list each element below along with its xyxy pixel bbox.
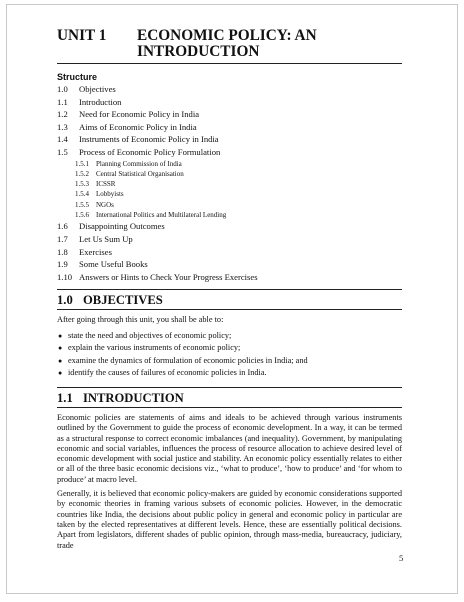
toc-subitem[interactable]: [57, 189, 402, 199]
toc-item[interactable]: [57, 271, 402, 284]
section-heading-objectives: [57, 289, 402, 310]
objective-text: explain the various instruments of economic policy;: [68, 343, 241, 353]
section-title: INTRODUCTION: [83, 390, 184, 405]
toc-number: 1.4: [57, 134, 68, 145]
introduction-paragraph-1: Economic policies are statements of aims and ideals to be achieved through various instruments outlined by the Government to guide the process of economic development. In a way, it can be termed as a structural response to correct economic imbalances (and inequality). Government, by manipulating economic and social variables, influences the process of resource allocation to achieve desired level of economic development with social justice and stability. An economic policy essentially relates to either or all of the three basic economic decisions viz., ‘what to produce’, ‘how to produce’ and ‘for whom to produce’ at macro level.: [57, 412, 402, 484]
toc-label: Answers or Hints to Check Your Progress Exercises: [79, 271, 258, 282]
unit-title-line1: ECONOMIC POLICY: AN: [137, 27, 317, 44]
toc-item[interactable]: [57, 258, 402, 271]
toc-item[interactable]: [57, 233, 402, 246]
toc-number: 1.5.4: [75, 190, 89, 199]
toc-list-sub: [57, 159, 402, 221]
toc-item[interactable]: [57, 133, 402, 146]
objective-text: examine the dynamics of formulation of economic policies in India; and: [68, 355, 308, 365]
toc-item[interactable]: [57, 83, 402, 96]
toc-label: Let Us Sum Up: [79, 233, 133, 244]
page-number: 5: [399, 553, 404, 563]
toc-item[interactable]: [57, 246, 402, 259]
toc-subitem[interactable]: [57, 210, 402, 220]
toc-item[interactable]: [57, 96, 402, 109]
toc-number: 1.6: [57, 221, 68, 232]
objective-text: identify the causes of failures of economic policies in India.: [68, 368, 267, 378]
toc-subitem[interactable]: [57, 159, 402, 169]
toc-label: Need for Economic Policy in India: [79, 109, 200, 120]
toc-list-bottom: [57, 220, 402, 283]
toc-number: 1.5.2: [75, 169, 89, 178]
toc-subitem[interactable]: [57, 200, 402, 210]
toc-number: 1.5: [57, 146, 68, 157]
toc-label: Objectives: [79, 84, 116, 94]
objective-item: [57, 355, 402, 368]
unit-title-line2: INTRODUCTION: [137, 43, 260, 60]
toc-number: 1.5.1: [75, 159, 89, 168]
toc-label: International Politics and Multilateral Lending: [96, 211, 227, 220]
bullet-icon: ●: [58, 356, 63, 365]
toc-item[interactable]: [57, 108, 402, 121]
toc-label: NGOs: [96, 200, 114, 209]
toc-number: 1.5.5: [75, 200, 89, 209]
objectives-list: [57, 330, 402, 380]
toc-subitem[interactable]: [57, 179, 402, 189]
toc-item[interactable]: [57, 146, 402, 159]
toc-label: Planning Commission of India: [96, 159, 182, 168]
toc-number: 1.7: [57, 233, 68, 244]
section-number: 1.1: [57, 390, 73, 405]
toc-label: Process of Economic Policy Formulation: [79, 146, 221, 157]
toc-number: 1.5.6: [75, 211, 89, 220]
toc-number: 1.3: [57, 121, 68, 132]
toc-subitem[interactable]: [57, 169, 402, 179]
bullet-icon: ●: [58, 344, 63, 353]
section-heading-introduction: [57, 387, 402, 408]
toc-number: 1.1: [57, 96, 68, 107]
objective-text: state the need and objectives of economic policy;: [68, 330, 232, 340]
unit-number: UNIT 1: [57, 27, 107, 44]
toc-label: Disappointing Outcomes: [79, 221, 165, 232]
toc-number: 1.5.3: [75, 180, 89, 189]
toc-label: Some Useful Books: [79, 259, 148, 270]
toc-number: 1.9: [57, 259, 68, 270]
objectives-intro: After going through this unit, you shall be able to:: [57, 315, 224, 325]
toc-number: 1.10: [57, 271, 73, 282]
toc-label: Aims of Economic Policy in India: [79, 121, 197, 132]
toc-label: Central Statistical Organisation: [96, 169, 184, 178]
toc-number: 1.8: [57, 246, 68, 257]
toc-label: Introduction: [79, 96, 122, 107]
toc-item[interactable]: [57, 121, 402, 134]
objective-item: [57, 330, 402, 343]
introduction-paragraph-2: Generally, it is believed that economic policy-makers are guided by economic considerations supported by economic theories in framing various subsets of economic policies. However, in the democratic countries like India, the decisions about public policy in general and economic policy in particular are taken by the elected representatives at different levels. Hence, these are essentially political decisions. Apart from legislators, different shades of public opinion, through mass-media, bureaucracy, judiciary, trade: [57, 489, 402, 550]
toc-label: Lobbyists: [96, 190, 124, 199]
objective-item: [57, 342, 402, 355]
bullet-icon: ●: [58, 331, 63, 340]
toc-number: 1.0: [57, 84, 68, 94]
section-title: OBJECTIVES: [83, 293, 163, 308]
unit-title: [57, 28, 402, 64]
objective-item: [57, 367, 402, 380]
toc-number: 1.2: [57, 109, 68, 120]
bullet-icon: ●: [58, 369, 63, 378]
document-page: [57, 28, 402, 551]
toc-label: Exercises: [79, 246, 112, 257]
toc-item[interactable]: [57, 220, 402, 233]
toc-label: ICSSR: [96, 180, 116, 189]
section-number: 1.0: [57, 293, 73, 308]
toc-label: Instruments of Economic Policy in India: [79, 134, 219, 145]
structure-heading: Structure: [57, 72, 98, 82]
toc-list-top: [57, 83, 402, 159]
